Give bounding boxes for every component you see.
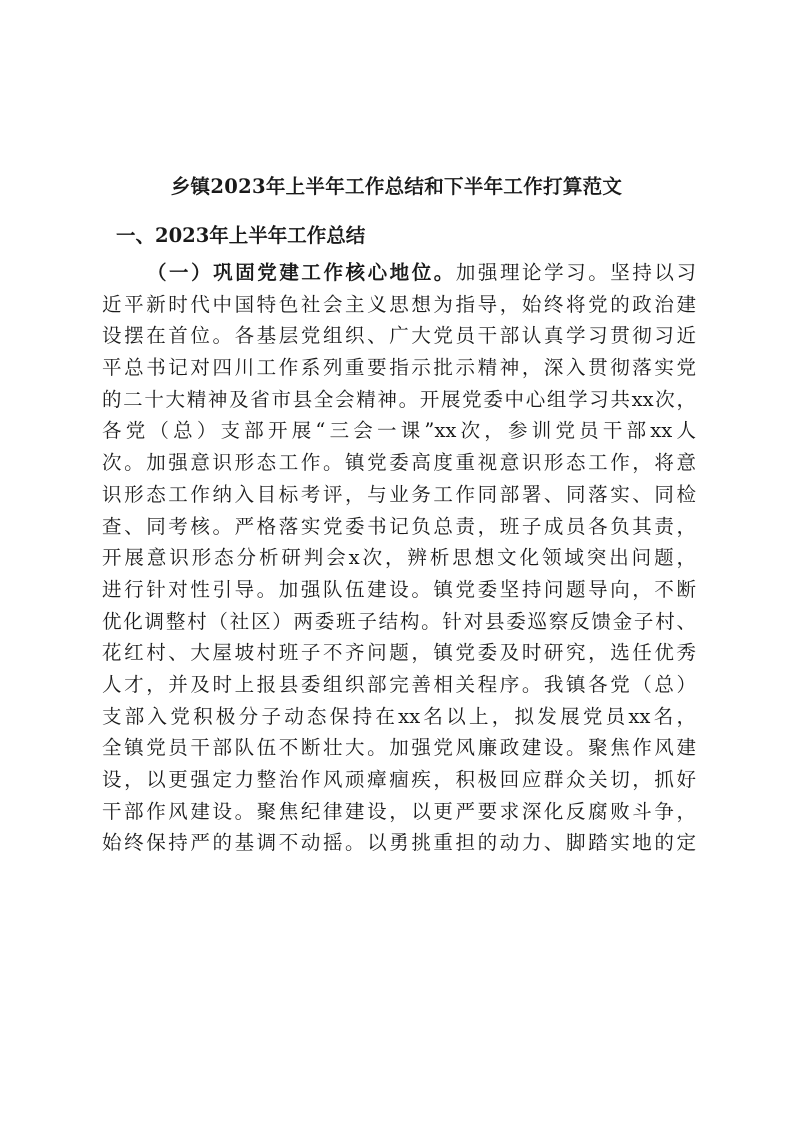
paragraph-line: 干部作风建设。聚焦纪律建设，以更严要求深化反腐败斗争， bbox=[102, 799, 696, 823]
paragraph-line: 平总书记对四川工作系列重要指示批示精神，深入贯彻落实党 bbox=[102, 356, 696, 380]
paragraph-lead: （一）巩固党建工作核心地位。 bbox=[147, 261, 456, 284]
paragraph-line: 近平新时代中国特色社会主义思想为指导，始终将党的政治建 bbox=[102, 292, 696, 316]
paragraph-body bbox=[102, 257, 696, 859]
paragraph-line: 查、同考核。严格落实党委书记负总责，班子成员各负其责， bbox=[102, 514, 696, 538]
paragraph-line: 设摆在首位。各基层党组织、广大党员干部认真学习贯彻习近 bbox=[102, 324, 696, 348]
paragraph-line: 设，以更强定力整治作风顽瘴痼疾，积极回应群众关切，抓好 bbox=[102, 768, 696, 791]
paragraph-line: 支部入党积极分子动态保持在xx名以上，拟发展党员xx名， bbox=[102, 704, 696, 728]
paragraph-line: 识形态工作纳入目标考评，与业务工作同部署、同落实、同检 bbox=[102, 482, 696, 506]
paragraph-line: 的二十大精神及省市县全会精神。开展党委中心组学习共xx次， bbox=[102, 387, 696, 411]
document-title: 乡镇2023年上半年工作总结和下半年工作打算范文 bbox=[170, 175, 623, 198]
paragraph-line bbox=[102, 257, 696, 289]
paragraph-line: 开展意识形态分析研判会x次，辨析思想文化领域突出问题， bbox=[102, 546, 696, 570]
paragraph-line-text: 加强理论学习。坚持以习 bbox=[455, 261, 696, 284]
paragraph-line: 优化调整村（社区）两委班子结构。针对县委巡察反馈金子村、 bbox=[102, 609, 696, 633]
paragraph-line: 人才，并及时上报县委组织部完善相关程序。我镇各党（总） bbox=[102, 672, 696, 696]
paragraph-line: 始终保持严的基调不动摇。以勇挑重担的动力、脚踏实地的定 bbox=[102, 831, 696, 855]
paragraph-line: 各党（总）支部开展“三会一课”xx次，参训党员干部xx人 bbox=[102, 419, 696, 443]
paragraph-line: 次。加强意识形态工作。镇党委高度重视意识形态工作，将意 bbox=[102, 451, 696, 475]
paragraph-line: 花红村、大屋坡村班子不齐问题，镇党委及时研究，选任优秀 bbox=[102, 641, 696, 665]
section-heading: 一、2023年上半年工作总结 bbox=[116, 224, 366, 247]
paragraph-line: 进行针对性引导。加强队伍建设。镇党委坚持问题导向，不断 bbox=[102, 577, 696, 601]
paragraph-line: 全镇党员干部队伍不断壮大。加强党风廉政建设。聚焦作风建 bbox=[102, 736, 696, 760]
